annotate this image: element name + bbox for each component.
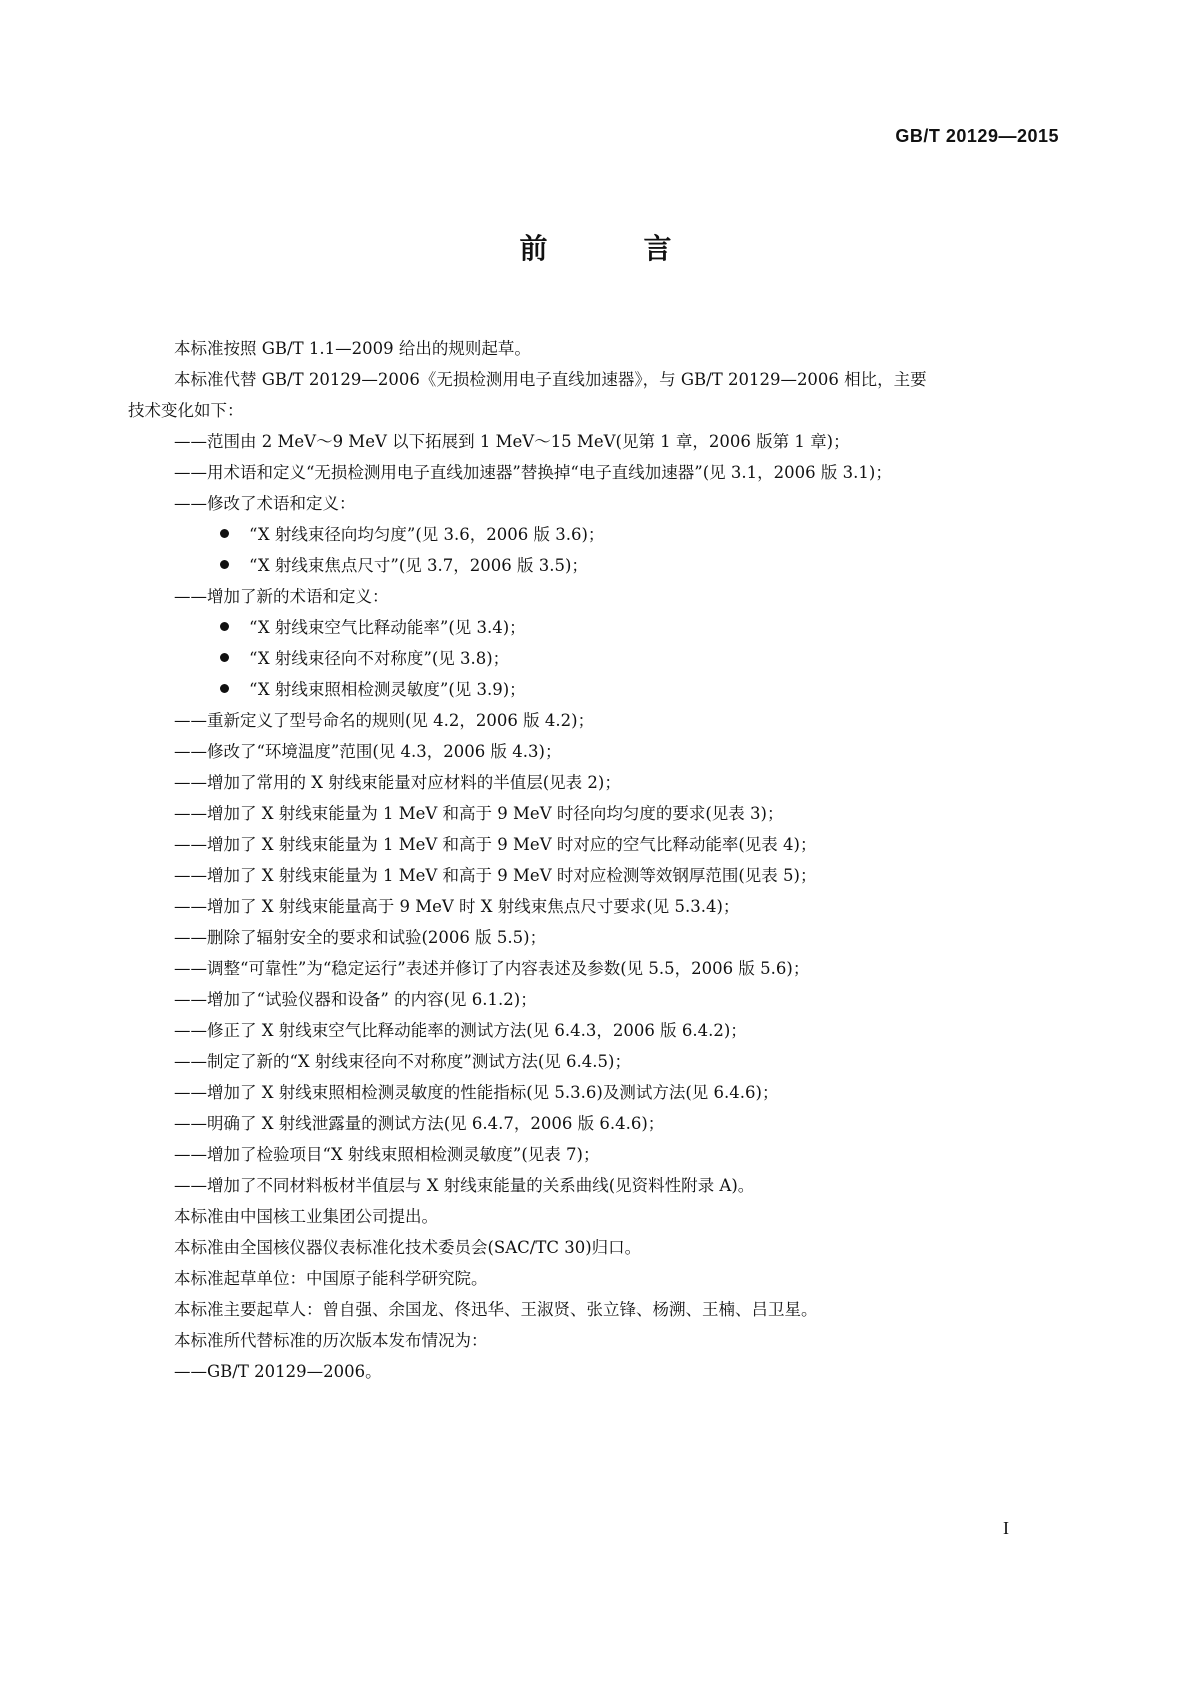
change-item: ——GB/T 20129—2006。: [174, 1362, 382, 1381]
change-item: ——增加了不同材料板材半值层与 X 射线束能量的关系曲线(见资料性附录 A)。: [174, 1176, 755, 1195]
change-item: ——修改了“环境温度”范围(见 4.3，2006 版 4.3)；: [174, 742, 562, 761]
change-item: ——增加了“试验仪器和设备” 的内容(见 6.1.2)；: [174, 990, 537, 1009]
bullet-text: “X 射线束径向不对称度”(见 3.8)；: [249, 649, 510, 668]
change-item: ——修正了 X 射线束空气比释动能率的测试方法(见 6.4.3，2006 版 6.4.2)；: [174, 1021, 747, 1040]
change-item: ——重新定义了型号命名的规则(见 4.2，2006 版 4.2)；: [174, 711, 595, 730]
change-item: ——增加了常用的 X 射线束能量对应材料的半值层(见表 2)；: [174, 773, 621, 792]
bullet-icon: [220, 529, 229, 538]
bullet-text: “X 射线束空气比释动能率”(见 3.4)；: [249, 618, 526, 637]
paragraph: 本标准起草单位：中国原子能科学研究院。: [174, 1269, 488, 1288]
paragraph: 本标准所代替标准的历次版本发布情况为：: [174, 1331, 488, 1350]
page-title: 前 言: [519, 232, 706, 265]
change-item: ——删除了辐射安全的要求和试验(2006 版 5.5)；: [174, 928, 547, 947]
bullet-item: [128, 612, 1060, 643]
paragraph: 本标准按照 GB/T 1.1—2009 给出的规则起草。: [174, 339, 531, 358]
bullet-text: “X 射线束径向均匀度”(见 3.6，2006 版 3.6)；: [249, 525, 605, 544]
bullet-text: “X 射线束焦点尺寸”(见 3.7，2006 版 3.5)；: [249, 556, 588, 575]
bullet-text: “X 射线束照相检测灵敏度”(见 3.9)；: [249, 680, 526, 699]
change-item: ——增加了检验项目“X 射线束照相检测灵敏度”(见表 7)；: [174, 1145, 600, 1164]
paragraph-continuation: 技术变化如下：: [128, 401, 244, 420]
change-item: ——范围由 2 MeV～9 MeV 以下拓展到 1 MeV～15 MeV(见第 1 章，2006 版第 1 章)；: [174, 432, 850, 451]
bullet-item: [128, 550, 1060, 581]
change-item: ——增加了 X 射线束能量为 1 MeV 和高于 9 MeV 时径向均匀度的要求(见表 3)；: [174, 804, 784, 823]
bullet-icon: [220, 560, 229, 569]
paragraph: 本标准主要起草人：曾自强、余国龙、佟迅华、王淑贤、张立锋、杨溯、王楠、吕卫星。: [174, 1300, 818, 1319]
bullet-item: [128, 643, 1060, 674]
bullet-item: [128, 674, 1060, 705]
paragraph: 本标准由全国核仪器仪表标准化技术委员会(SAC/TC 30)归口。: [174, 1238, 642, 1257]
bullet-icon: [220, 622, 229, 631]
change-item: ——用术语和定义“无损检测用电子直线加速器”替换掉“电子直线加速器”(见 3.1，2006 版 3.1)；: [174, 463, 892, 482]
change-item: ——增加了新的术语和定义：: [174, 587, 389, 606]
change-item: ——明确了 X 射线泄露量的测试方法(见 6.4.7，2006 版 6.4.6)；: [174, 1114, 665, 1133]
change-item: ——增加了 X 射线束能量为 1 MeV 和高于 9 MeV 时对应的空气比释动能率(见表 4)；: [174, 835, 817, 854]
paragraph: 本标准由中国核工业集团公司提出。: [174, 1207, 438, 1226]
bullet-item: [128, 519, 1060, 550]
change-item: ——增加了 X 射线束能量为 1 MeV 和高于 9 MeV 时对应检测等效钢厚范围(见表 5)；: [174, 866, 817, 885]
change-item: ——增加了 X 射线束照相检测灵敏度的性能指标(见 5.3.6)及测试方法(见 6.4.6)；: [174, 1083, 779, 1102]
document-body: [128, 333, 1060, 1387]
change-item: ——调整“可靠性”为“稳定运行”表述并修订了内容表述及参数(见 5.5，2006 版 5.6)；: [174, 959, 810, 978]
standard-code: GB/T 20129—2015: [895, 126, 1059, 146]
change-item: ——修改了术语和定义：: [174, 494, 356, 513]
bullet-icon: [220, 653, 229, 662]
bullet-icon: [220, 684, 229, 693]
change-item: ——增加了 X 射线束能量高于 9 MeV 时 X 射线束焦点尺寸要求(见 5.3.4)；: [174, 897, 740, 916]
page-number: I: [1003, 1518, 1009, 1538]
paragraph: 本标准代替 GB/T 20129—2006《无损检测用电子直线加速器》，与 GB/T 20129—2006 相比，主要: [174, 370, 927, 389]
change-item: ——制定了新的“X 射线束径向不对称度”测试方法(见 6.4.5)；: [174, 1052, 631, 1071]
